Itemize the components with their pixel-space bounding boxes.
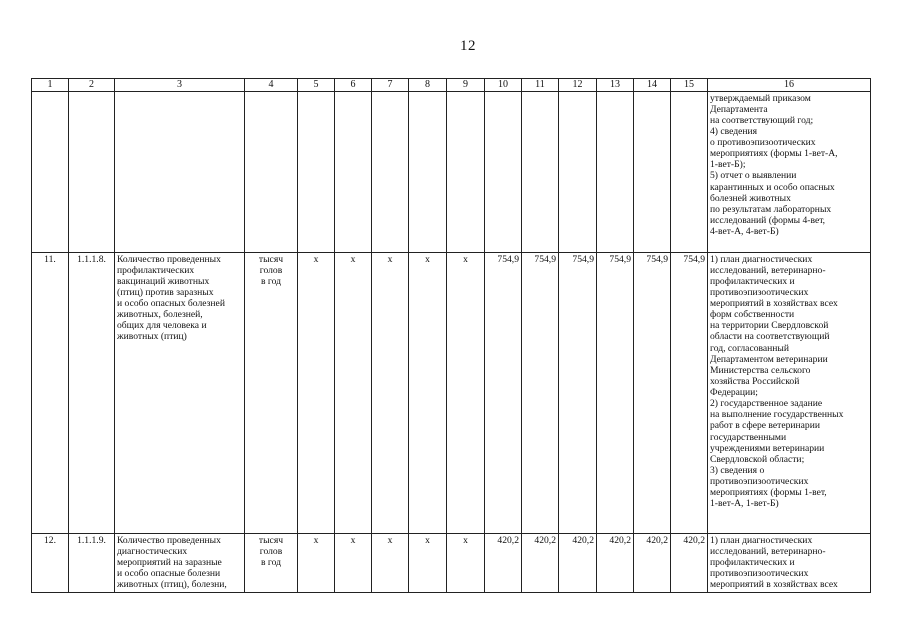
header-cell: 13: [597, 79, 634, 92]
page-number: 12: [460, 38, 476, 54]
empty-cell: [335, 91, 372, 252]
value-cell: х: [447, 252, 485, 533]
unit-cell: тысяч голов в год: [245, 533, 298, 592]
row-number: 12.: [32, 533, 69, 592]
header-cell: 8: [409, 79, 447, 92]
header-cell: 7: [372, 79, 409, 92]
source-cell: 1) план диагностических исследований, ветеринарно- профилактических и противоэпизоотических мероприятий в хозяйствах всех форм собственности на территории Свердловской области на соответствующий год, согласованный Департаментом ветеринарии Министерства сельского хозяйства Российской Федерации; 2) государственное задание на выполнение государственных работ в сфере ветеринарии государственными учреждениями ветеринарии Свердловской области; 3) сведения о противоэпизоотических мероприятиях (формы 1-вет, 1-вет-А, 1-вет-Б): [708, 252, 871, 533]
empty-cell: [69, 91, 115, 252]
empty-cell: [485, 91, 522, 252]
value-cell: х: [447, 533, 485, 592]
empty-cell: [245, 91, 298, 252]
value-cell: 754,9: [634, 252, 671, 533]
empty-cell: [447, 91, 485, 252]
value-cell: 420,2: [485, 533, 522, 592]
row-number: 11.: [32, 252, 69, 533]
header-cell: 14: [634, 79, 671, 92]
value-cell: х: [298, 533, 335, 592]
value-cell: х: [372, 252, 409, 533]
value-cell: 420,2: [671, 533, 708, 592]
row-code: 1.1.1.8.: [69, 252, 115, 533]
empty-cell: [32, 91, 69, 252]
value-cell: 420,2: [634, 533, 671, 592]
header-cell: 2: [69, 79, 115, 92]
empty-cell: [671, 91, 708, 252]
header-cell: 6: [335, 79, 372, 92]
header-row: [32, 79, 871, 92]
value-cell: х: [372, 533, 409, 592]
value-cell: 754,9: [522, 252, 559, 533]
value-cell: 754,9: [559, 252, 597, 533]
value-cell: х: [335, 252, 372, 533]
empty-cell: [409, 91, 447, 252]
value-cell: х: [409, 252, 447, 533]
empty-cell: [372, 91, 409, 252]
header-cell: 11: [522, 79, 559, 92]
header-cell: 9: [447, 79, 485, 92]
indicator-name: Количество проведенных диагностических мероприятий на заразные и особо опасные болезни животных (птиц), болезни,: [115, 533, 245, 592]
row-code: 1.1.1.9.: [69, 533, 115, 592]
header-cell: 12: [559, 79, 597, 92]
source-cell: утверждаемый приказом Департамента на соответствующий год; 4) сведения о противоэпизоотических мероприятиях (формы 1-вет-А, 1-вет-Б); 5) отчет о выявлении карантинных и особо опасных болезней животных по результатам лабораторных исследований (формы 4-вет, 4-вет-А, 4-вет-Б): [708, 91, 871, 252]
empty-cell: [115, 91, 245, 252]
value-cell: х: [298, 252, 335, 533]
empty-cell: [522, 91, 559, 252]
header-cell: 1: [32, 79, 69, 92]
unit-cell: тысяч голов в год: [245, 252, 298, 533]
header-cell: 15: [671, 79, 708, 92]
header-cell: 16: [708, 79, 871, 92]
header-cell: 10: [485, 79, 522, 92]
empty-cell: [559, 91, 597, 252]
header-cell: 3: [115, 79, 245, 92]
indicators-table: [31, 78, 871, 593]
value-cell: х: [409, 533, 447, 592]
value-cell: 420,2: [559, 533, 597, 592]
value-cell: 754,9: [597, 252, 634, 533]
indicator-name: Количество проведенных профилактических вакцинаций животных (птиц) против заразных и особо опасных болезней животных, болезней, общих для человека и животных (птиц): [115, 252, 245, 533]
empty-cell: [597, 91, 634, 252]
table-row: [32, 252, 871, 533]
table-row-continuation: [32, 91, 871, 252]
empty-cell: [634, 91, 671, 252]
value-cell: 754,9: [485, 252, 522, 533]
header-cell: 5: [298, 79, 335, 92]
value-cell: 420,2: [597, 533, 634, 592]
header-cell: 4: [245, 79, 298, 92]
value-cell: 420,2: [522, 533, 559, 592]
value-cell: 754,9: [671, 252, 708, 533]
empty-cell: [298, 91, 335, 252]
source-cell: 1) план диагностических исследований, ветеринарно- профилактических и противоэпизоотических мероприятий в хозяйствах всех: [708, 533, 871, 592]
table-row: [32, 533, 871, 592]
value-cell: х: [335, 533, 372, 592]
